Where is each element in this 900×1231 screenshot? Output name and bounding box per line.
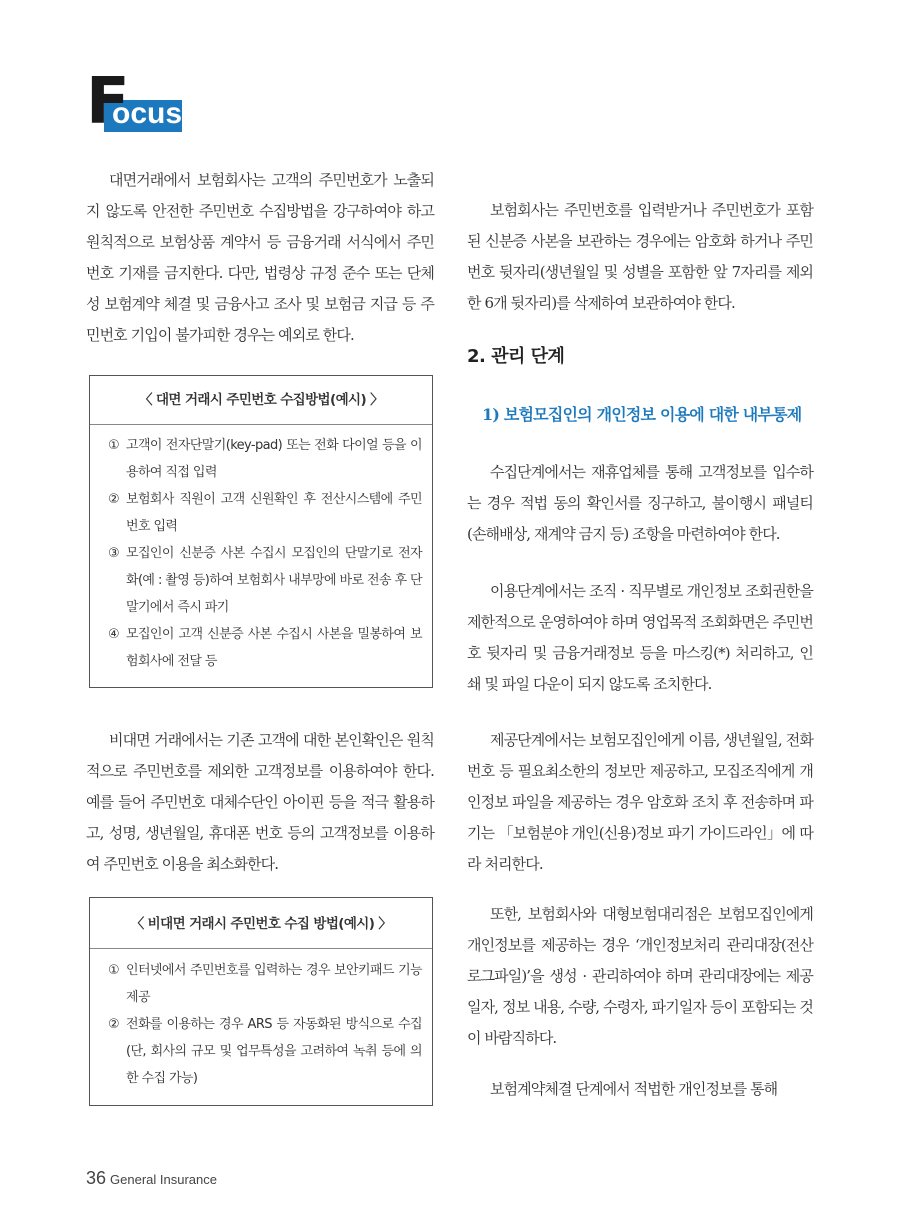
box2-title: 〈 비대면 거래시 주민번호 수집 방법(예시) 〉 [130,916,392,932]
box2-item: ① 인터넷에서 주민번호를 입력하는 경우 보안키패드 기능 제공 [108,963,422,1005]
section-title: 2. 관리 단계 [467,346,565,367]
subsection-title: 1) 보험모집인의 개인정보 이용에 대한 내부통제 [482,405,802,424]
box1-item: ③ 모집인이 신분증 사본 수집시 모집인의 단말기로 전자화(예 : 촬영 등)하여 보험회사 내부망에 바로 전송 후 단말기에서 즉시 파기 [108,546,422,615]
right-paragraph-4: 제공단계에서는 보험모집인에게 이름, 생년월일, 전화번호 등 필요최소한의 정보만 제공하고, 모집조직에게 개인정보 파일을 제공하는 경우 암호화 조치 후 전송하며 파기는 「보험분야 개인(신용)정보 파기 가이드라인」에 따라 처리한다. [467,731,813,873]
box1-item: ④ 모집인이 고객 신분증 사본 수집시 사본을 밀봉하여 보험회사에 전달 등 [108,627,422,669]
right-paragraph-5: 또한, 보험회사와 대형보험대리점은 보험모집인에게 개인정보를 제공하는 경우 ‘개인정보처리 관리대장(전산로그파일)’을 생성 · 관리하여야 하며 관리대장에는 제공일자, 정보 내용, 수량, 수령자, 파기일자 등이 포함되는 것이 바람직하다. [467,905,813,1047]
logo-letter: F [86,65,130,139]
box2-divider [90,948,432,949]
right-paragraph-2: 수집단계에서는 재휴업체를 통해 고객정보를 입수하는 경우 적법 동의 확인서를 징구하고, 불이행시 패널티(손해배상, 재계약 금지 등) 조항을 마련하여야 한다. [467,463,813,543]
non-face-collection-box [89,897,433,1106]
right-paragraph-3: 이용단계에서는 조직 · 직무별로 개인정보 조회권한을 제한적으로 운영하여야 하며 영업목적 조회화면은 주민번호 뒷자리 및 금융거래정보 등을 마스킹(*) 처리하고, 인쇄 및 파일 다운이 되지 않도록 조치한다. [467,582,813,693]
left-paragraph-2: 비대면 거래에서는 기존 고객에 대한 본인확인은 원칙적으로 주민번호를 제외한 고객정보를 이용하여야 한다. 예를 들어 주민번호 대체수단인 아이핀 등을 적극 활용하고, 성명, 생년월일, 휴대폰 번호 등의 고객정보를 이용하여 주민번호 이용을 최소화한다. [86,731,434,873]
right-para-4-block [467,725,813,880]
in-person-collection-box [89,375,433,688]
right-para-6-block [467,1074,813,1105]
right-para-2-block [467,457,813,550]
right-paragraph-6: 보험계약체결 단계에서 적법한 개인정보를 통해 [490,1080,778,1098]
right-para-3-block [467,576,813,700]
box1-divider [90,424,432,425]
left-para-2-block [86,725,434,880]
left-paragraph-1: 대면거래에서 보험회사는 고객의 주민번호가 노출되지 않도록 안전한 주민번호 수집방법을 강구하여야 하고 원칙적으로 보험상품 계약서 등 금융거래 서식에서 주민번호 기재를 금지한다. 다만, 법령상 규정 준수 또는 단체성 보험계약 체결 및 금융사고 조사 및 보험금 지급 등 주민번호 기입이 불가피한 경우는 예외로 한다. [86,171,434,344]
right-para-5-block [467,899,813,1054]
box1-item: ② 보험회사 직원이 고객 신원확인 후 전산시스템에 주민번호 입력 [108,492,422,534]
right-para-1-block [467,195,813,319]
box1-item: ① 고객이 전자단말기(key-pad) 또는 전화 다이얼 등을 이용하여 직접 입력 [108,438,422,480]
right-paragraph-1: 보험회사는 주민번호를 입력받거나 주민번호가 포함된 신분증 사본을 보관하는 경우에는 암호화 하거나 주민번호 뒷자리(생년월일 및 성별을 포함한 앞 7자리를 제외한 6개 뒷자리)를 삭제하여 보관하여야 한다. [467,201,813,312]
box1-title: 〈 대면 거래시 주민번호 수집방법(예시) 〉 [138,392,384,408]
focus-logo [86,65,183,139]
logo-word: ocus [112,97,183,130]
left-para-1-block [86,165,434,351]
page-footer [86,1168,217,1189]
box1-list [98,432,422,675]
page-number: 36 [86,1168,107,1188]
box2-list [98,957,422,1092]
publication-name: General Insurance [110,1172,217,1187]
box2-item: ② 전화를 이용하는 경우 ARS 등 자동화된 방식으로 수집(단, 회사의 규모 및 업무특성을 고려하여 녹취 등에 의한 수집 가능) [108,1017,422,1086]
